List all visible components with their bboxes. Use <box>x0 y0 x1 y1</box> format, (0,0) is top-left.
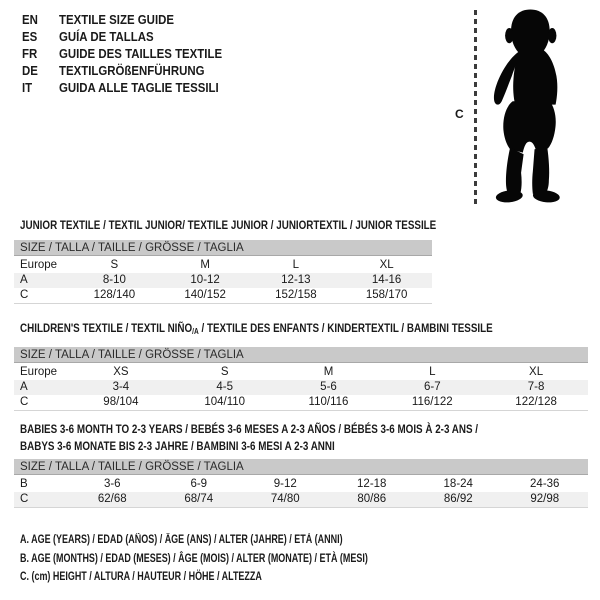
baby-ear-right <box>548 28 556 43</box>
junior-table-title: JUNIOR TEXTILE / TEXTIL JUNIOR/ TEXTILE JUNIOR / JUNIORTEXTIL / JUNIOR TESSILE <box>20 218 437 232</box>
height-cell: 80/86 <box>357 493 387 505</box>
age-cell: 6-7 <box>423 381 441 393</box>
table-row-height <box>14 288 432 303</box>
size-cell: S <box>110 259 119 271</box>
height-measure-label: C <box>455 107 464 121</box>
size-cell: XL <box>379 259 394 271</box>
title-text: / TEXTILE DES ENFANTS / KINDERTEXTIL / BAMBINI TESSILE <box>198 321 493 335</box>
age-cell: 7-8 <box>527 381 545 393</box>
height-cell: 74/80 <box>270 493 300 505</box>
list-item <box>22 79 222 96</box>
language-code: DE <box>22 63 38 78</box>
height-dashed-line <box>474 10 477 207</box>
footnote-b: B. AGE (MONTHS) / EDAD (MESES) / ÂGE (MOIS) / ALTER (MONATE) / ETÀ (MESI) <box>20 552 368 565</box>
footnote-c: C. (cm) HEIGHT / ALTURA / HAUTEUR / HÖHE / ALTEZZA <box>20 571 262 583</box>
title-subscript: /A <box>192 327 199 336</box>
table-row-height <box>14 492 588 507</box>
age-cell: 6-9 <box>190 478 208 490</box>
size-cell: M <box>200 259 210 271</box>
table-row-europe <box>14 258 432 273</box>
language-label: GUIDE DES TAILLES TEXTILE <box>58 46 223 61</box>
row-label: Europe <box>20 366 58 378</box>
height-cell: 122/128 <box>515 396 557 408</box>
list-item <box>22 45 222 62</box>
list-item <box>22 62 222 79</box>
age-cell: 8-10 <box>102 274 126 286</box>
height-cell: 68/74 <box>184 493 214 505</box>
table-row-europe <box>14 365 588 380</box>
height-cell: 62/68 <box>97 493 127 505</box>
height-cell: 92/98 <box>530 493 560 505</box>
baby-shorts <box>503 101 555 152</box>
row-label: Europe <box>20 259 58 271</box>
table-row-height <box>14 395 588 410</box>
table-junior <box>14 240 432 304</box>
table-babies <box>14 459 588 508</box>
language-label: GUÍA DE TALLAS <box>58 29 154 44</box>
height-cell: 152/158 <box>275 289 317 301</box>
size-header-bar: SIZE / TALLA / TAILLE / GRÖSSE / TAGLIA <box>14 347 588 363</box>
language-label: TEXTILGRÖßENFÜHRUNG <box>58 63 205 78</box>
language-code: ES <box>22 29 38 44</box>
age-cell: 9-12 <box>273 478 297 490</box>
size-cell: L <box>292 259 300 271</box>
table-children <box>14 347 588 411</box>
title-line-2: BABYS 3-6 MONATE BIS 2-3 JAHRE / BAMBINI 3-6 MESI A 2-3 ANNI <box>20 438 335 453</box>
row-label: C <box>20 289 29 301</box>
size-cell: M <box>323 366 334 378</box>
list-item <box>22 11 222 28</box>
age-cell: 4-5 <box>216 381 233 393</box>
babies-table-title <box>20 421 478 454</box>
children-table-title <box>20 320 493 341</box>
language-code: EN <box>22 12 38 27</box>
language-label: TEXTILE SIZE GUIDE <box>58 12 175 27</box>
baby-head <box>511 10 550 55</box>
footnote-a: A. AGE (YEARS) / EDAD (AÑOS) / ÂGE (ANS) / ALTER (JAHRE) / ETÀ (ANNI) <box>20 534 343 546</box>
language-code: IT <box>22 80 33 95</box>
toddler-silhouette <box>481 7 578 209</box>
size-cell: XL <box>529 366 544 378</box>
age-cell: 3-4 <box>112 381 130 393</box>
age-cell: 12-13 <box>281 274 311 286</box>
height-cell: 140/152 <box>184 289 226 301</box>
size-cell: XS <box>113 366 129 378</box>
age-cell: 3-6 <box>103 478 121 490</box>
size-cell: L <box>429 366 436 378</box>
footnotes <box>20 531 368 587</box>
height-cell: 116/122 <box>411 396 453 408</box>
language-code: FR <box>22 46 38 61</box>
table-row-age-months <box>14 477 588 492</box>
row-label: C <box>20 396 29 408</box>
title-line-1: BABIES 3-6 MONTH TO 2-3 YEARS / BEBÉS 3-6 MESES A 2-3 AÑOS / BÉBÉS 3-6 MOIS À 2-3 ANS / <box>20 422 479 436</box>
size-cell: S <box>220 366 229 378</box>
age-cell: 5-6 <box>320 381 337 393</box>
title-text: CHILDREN'S TEXTILE / TEXTIL NIÑO <box>20 321 193 335</box>
age-cell: 12-18 <box>357 478 387 490</box>
height-cell: 158/170 <box>365 289 408 301</box>
list-item <box>22 28 222 45</box>
age-cell: 10-12 <box>190 274 220 286</box>
size-header-bar: SIZE / TALLA / TAILLE / GRÖSSE / TAGLIA <box>14 459 588 475</box>
row-label: C <box>20 493 29 505</box>
height-cell: 98/104 <box>103 396 139 408</box>
age-cell: 14-16 <box>371 274 402 286</box>
age-cell: 18-24 <box>443 478 473 490</box>
height-cell: 86/92 <box>443 493 473 505</box>
language-label: GUIDA ALLE TAGLIE TESSILI <box>58 80 219 95</box>
baby-leg-left <box>506 148 524 194</box>
baby-ear-left <box>505 28 513 43</box>
row-label: A <box>20 274 28 286</box>
baby-leg-right <box>532 147 549 194</box>
height-cell: 104/110 <box>204 396 246 408</box>
height-cell: 110/116 <box>308 396 349 408</box>
language-list <box>22 11 222 96</box>
table-row-age <box>14 273 432 288</box>
row-label: A <box>20 381 28 393</box>
row-label: B <box>20 478 28 490</box>
age-cell: 24-36 <box>530 478 560 490</box>
height-cell: 128/140 <box>93 289 136 301</box>
size-header-bar: SIZE / TALLA / TAILLE / GRÖSSE / TAGLIA <box>14 240 432 256</box>
table-row-age <box>14 380 588 395</box>
